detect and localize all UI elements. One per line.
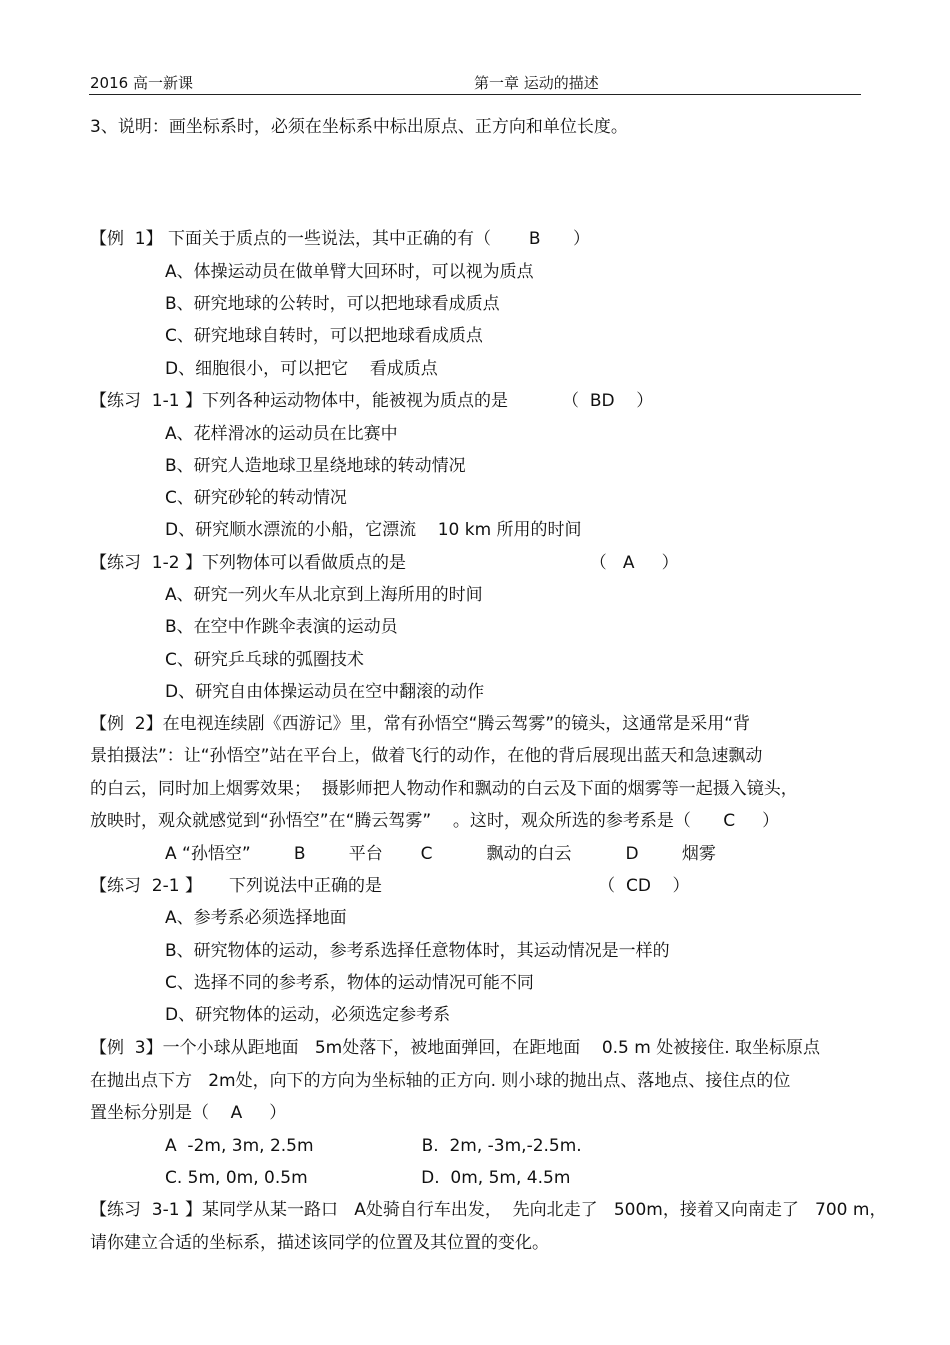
option-line: A、体操运动员在做单臂大回环时，可以视为质点	[165, 262, 534, 282]
option-line: D、研究顺水漂流的小船，它漂流 10 km 所用的时间	[165, 520, 582, 540]
option-line: B、研究地球的公转时，可以把地球看成质点	[165, 294, 500, 314]
text-line: 【练习 1-1 】下列各种运动物体中，能被视为质点的是 （ BD ）	[90, 391, 654, 411]
text-line: 请你建立合适的坐标系，描述该同学的位置及其位置的变化。	[90, 1233, 549, 1253]
text-line: 3、说明：画坐标系时，必须在坐标系中标出原点、正方向和单位长度。	[90, 117, 628, 137]
option-line: A、参考系必须选择地面	[165, 908, 347, 928]
option-line: A -2m, 3m, 2.5m B. 2m, -3m,-2.5m.	[165, 1136, 582, 1156]
text-line: 的白云，同时加上烟雾效果； 摄影师把人物动作和飘动的白云及下面的烟雾等一起摄入镜头，	[90, 779, 798, 799]
text-line: 在抛出点下方 2m处，向下的方向为坐标轴的正方向. 则小球的抛出点、落地点、接住点的位	[90, 1071, 791, 1091]
option-line: C、研究地球自转时，可以把地球看成质点	[165, 326, 483, 346]
header-chapter: 第一章 运动的描述	[474, 74, 599, 92]
option-line: C、选择不同的参考系，物体的运动情况可能不同	[165, 973, 534, 993]
text-line: 【例 1】 下面关于质点的一些说法，其中正确的有（ B ）	[90, 229, 590, 249]
option-line: A、研究一列火车从北京到上海所用的时间	[165, 585, 483, 605]
option-line: D、研究物体的运动，必须选定参考系	[165, 1005, 451, 1025]
text-line: 【例 2】在电视连续剧《西游记》里，常有孙悟空“腾云驾雾”的镜头，这通常是采用“背	[90, 714, 751, 734]
option-line: D、研究自由体操运动员在空中翻滚的动作	[165, 682, 485, 702]
option-line: C、研究砂轮的转动情况	[165, 488, 347, 508]
text-line: 景拍摄法”：让“孙悟空”站在平台上，做着飞行的动作，在他的背后展现出蓝天和急速飘动	[90, 746, 763, 766]
text-line: 置坐标分别是（ A ）	[90, 1103, 287, 1123]
option-line: B、研究人造地球卫星绕地球的转动情况	[165, 456, 466, 476]
option-line: B、研究物体的运动，参考系选择任意物体时，其运动情况是一样的	[165, 941, 670, 961]
header-rule	[89, 94, 861, 95]
header-course: 2016 高一新课	[90, 74, 193, 92]
option-line: B、在空中作跳伞表演的运动员	[165, 617, 398, 637]
text-line: 【例 3】一个小球从距地面 5m处落下，被地面弹回，在距地面 0.5 m 处被接住. 取坐标原点	[90, 1038, 821, 1058]
text-line: 【练习 1-2 】下列物体可以看做质点的是 （ A ）	[90, 553, 679, 573]
text-line: 【练习 2-1 】 下列说法中正确的是 （ CD ）	[90, 876, 690, 896]
option-line: A “孙悟空” B 平台 C 飘动的白云 D 烟雾	[165, 844, 716, 864]
option-line: A、花样滑冰的运动员在比赛中	[165, 424, 398, 444]
option-line: C. 5m, 0m, 0.5m D. 0m, 5m, 4.5m	[165, 1168, 571, 1188]
text-line: 放映时，观众就感觉到“孙悟空”在“腾云驾雾” 。这时，观众所选的参考系是（ C ）	[90, 811, 780, 831]
text-line: 【练习 3-1 】某同学从某一路口 A处骑自行车出发， 先向北走了 500m，接着又向南走了 700 m，	[90, 1200, 887, 1220]
option-line: C、研究乒乓球的弧圈技术	[165, 650, 364, 670]
option-line: D、细胞很小，可以把它 看成质点	[165, 359, 438, 379]
